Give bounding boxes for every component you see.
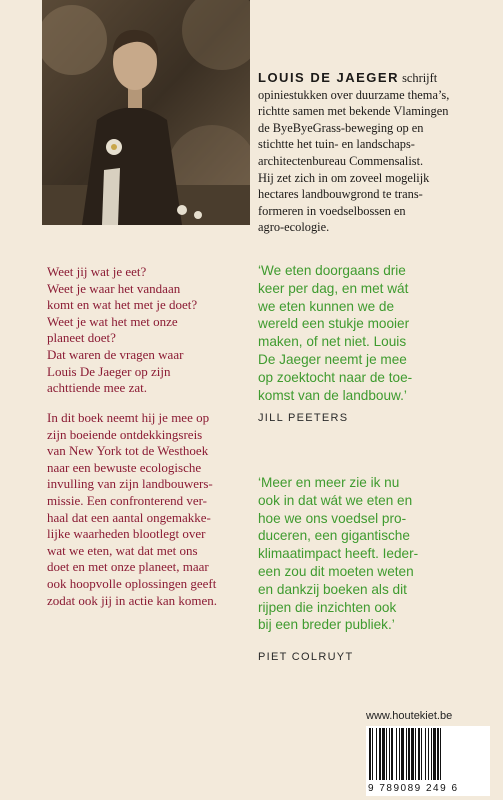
quote-line: een zou dit moeten weten (258, 563, 414, 579)
blurb-line: ook hoopvolle oplossingen geeft (47, 575, 217, 591)
quote-line: hoe we ons voedsel pro- (258, 510, 407, 526)
blurb-line: van New York tot de Westhoek (47, 443, 209, 459)
blurb-line: achttiende mee zat. (47, 380, 147, 396)
quote-author: JILL PEETERS (258, 412, 349, 424)
barcode (366, 726, 490, 782)
barcode-bar (440, 728, 441, 780)
blurb-line: Weet je waar het vandaan (47, 280, 181, 296)
publisher-url: www.houtekiet.be (366, 710, 453, 722)
quote-line: bij een breder publiek.’ (258, 617, 395, 633)
barcode-bars (366, 726, 490, 782)
barcode-bar (396, 728, 397, 780)
author-name: LOUIS DE JAEGER (258, 70, 399, 85)
bio-line: Hij zet zich in om zoveel mogelijk (258, 170, 430, 185)
blurb-line: planeet doet? (47, 330, 116, 346)
barcode-bar (437, 728, 439, 780)
barcode-bar (425, 728, 426, 780)
blurb-line: lijke waarheden blootlegt over (47, 526, 206, 542)
barcode-bar (369, 728, 371, 780)
quote-line: ook in dat wát we eten en (258, 492, 413, 508)
quote-line: wereld een stukje mooier (258, 316, 410, 332)
barcode-bar (386, 728, 387, 780)
blurb-line: missie. Een confronterend ver- (47, 492, 208, 508)
barcode-bar (433, 728, 436, 780)
quote-line: op zoektocht naar de toe- (258, 369, 413, 385)
quote-line: maken, of net niet. Louis (258, 334, 407, 350)
blurb-line: naar een bewuste ecologische (47, 459, 202, 475)
quote-line: ‘Meer en meer zie ik nu (258, 475, 400, 490)
blurb-line: Dat waren de vragen waar (47, 346, 184, 362)
barcode-bar (411, 728, 414, 780)
blurb-line: invulling van zijn landbouwers- (47, 476, 213, 492)
quote-line: duceren, een gigantische (258, 528, 410, 544)
blurb-line: Weet je wat het met onze (47, 313, 178, 329)
isbn-number: 9 789089 249 6 (366, 782, 490, 796)
quote-line: we eten kunnen we de (258, 298, 395, 314)
barcode-bar (418, 728, 420, 780)
barcode-bar (382, 728, 385, 780)
blurb-description (47, 410, 247, 609)
blurb-line: doet en met onze planeet, maar (47, 559, 209, 575)
blurb-line: zijn boeiende ontdekkingsreis (47, 426, 203, 442)
bio-line: opiniestukken over duurzame thema’s, (258, 87, 450, 102)
quote-jill-peeters (258, 262, 490, 404)
barcode-bar (401, 728, 404, 780)
barcode-bar (372, 728, 373, 780)
bio-line: de ByeByeGrass-beweging op en (258, 120, 424, 135)
quote-line: keer per dag, en met wát (258, 280, 409, 296)
author-bio (258, 70, 488, 236)
barcode-bar (391, 728, 393, 780)
bio-line: hectares landbouwgrond te trans- (258, 187, 423, 202)
quote-line: komst van de landbouw.’ (258, 387, 407, 403)
barcode-bar (399, 728, 400, 780)
quote-line: De Jaeger neemt je mee (258, 351, 407, 367)
barcode-bar (379, 728, 381, 780)
quote-piet-colruyt (258, 474, 490, 634)
bio-line: schrijft (398, 71, 438, 85)
quote-line: rijpen die inzichten ook (258, 599, 397, 615)
barcode-bar (421, 728, 422, 780)
author-photo (42, 0, 250, 225)
blurb-line: Louis De Jaeger op zijn (47, 363, 171, 379)
bio-line: richtte samen met bekende Vlamingen (258, 104, 449, 119)
barcode-bar (389, 728, 390, 780)
blurb-questions (47, 264, 247, 397)
blurb-line: haal dat een aantal ongemakke- (47, 509, 211, 525)
barcode-bar (376, 728, 377, 780)
bio-line: formeren in voedselbossen en (258, 203, 406, 218)
blurb-line: wat we eten, wat dat met ons (47, 542, 198, 558)
quote-author: PIET COLRUYT (258, 651, 354, 663)
barcode-bar (415, 728, 416, 780)
bio-line: stichtte het tuin- en landschaps- (258, 137, 415, 152)
quote-line: ‘We eten doorgaans drie (258, 263, 406, 278)
barcode-bar (431, 728, 432, 780)
quote-line: en dankzij boeken als dit (258, 581, 407, 597)
blurb-line: In dit boek neemt hij je mee op (47, 410, 210, 425)
barcode-bar (408, 728, 410, 780)
bio-line: architectenbureau Commensalist. (258, 153, 424, 168)
blurb-line: zodat ook jij in actie kan komen. (47, 592, 218, 608)
barcode-bar (428, 728, 429, 780)
blurb-line: Weet jij wat je eet? (47, 264, 147, 279)
bio-line: agro-ecologie. (258, 220, 330, 235)
quote-line: klimaatimpact heeft. Ieder- (258, 546, 419, 562)
author-photo-image (42, 0, 250, 225)
barcode-bar (406, 728, 407, 780)
blurb-line: komt en wat het met je doet? (47, 297, 198, 313)
